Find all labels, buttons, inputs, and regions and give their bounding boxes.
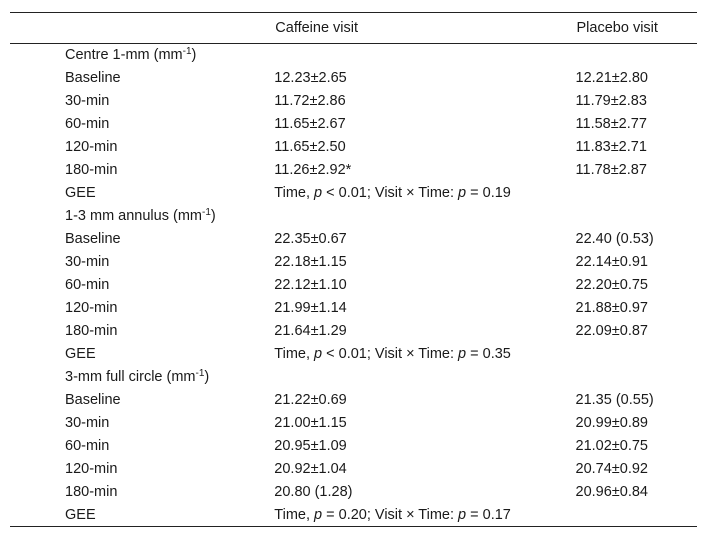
gee-result: Time, p < 0.01; Visit × Time: p = 0.35	[274, 346, 511, 362]
caffeine-value: 12.23±2.65	[274, 70, 347, 86]
row-label: 180-min	[65, 323, 118, 339]
placebo-value: 21.35 (0.55)	[575, 392, 654, 408]
header-blank	[10, 13, 274, 44]
caffeine-value: 20.95±1.09	[274, 438, 347, 454]
placebo-value: 22.09±0.87	[575, 323, 648, 339]
row-label: 120-min	[65, 139, 118, 155]
section-header-row	[10, 205, 697, 228]
placebo-value: 11.79±2.83	[575, 93, 647, 109]
placebo-value: 21.88±0.97	[575, 300, 648, 316]
row-label: 30-min	[65, 93, 110, 109]
row-label: 180-min	[65, 484, 118, 500]
row-label: 120-min	[65, 461, 118, 477]
caffeine-value: 22.12±1.10	[274, 277, 347, 293]
caffeine-value: 20.92±1.04	[274, 461, 347, 477]
row-label: Baseline	[65, 70, 121, 86]
placebo-value: 21.02±0.75	[575, 438, 648, 454]
row-label: 30-min	[65, 254, 110, 270]
row-label: Baseline	[65, 231, 121, 247]
placebo-value: 12.21±2.80	[575, 70, 648, 86]
header-row	[10, 13, 697, 44]
table-row	[10, 412, 697, 435]
caffeine-value: 20.80 (1.28)	[274, 484, 353, 500]
gee-label: GEE	[65, 346, 96, 362]
gee-label: GEE	[10, 504, 274, 527]
table-row	[10, 389, 697, 412]
caffeine-value: 11.26±2.92*	[274, 162, 352, 178]
table-row	[10, 320, 697, 343]
placebo-value: 22.14±0.91	[575, 254, 648, 270]
row-label: Baseline	[65, 392, 121, 408]
caffeine-value: 22.18±1.15	[274, 254, 347, 270]
caffeine-value: 21.00±1.15	[274, 415, 347, 431]
placebo-value: 20.74±0.92	[575, 461, 648, 477]
gee-row	[10, 343, 697, 366]
gee-result: Time, p = 0.20; Visit × Time: p = 0.17	[274, 504, 697, 527]
caffeine-value: 22.35±0.67	[274, 231, 347, 247]
header-placebo-visit: Placebo visit	[576, 13, 697, 44]
row-label: 60-min	[65, 116, 110, 132]
results-table	[10, 12, 697, 527]
placebo-value: 22.40 (0.53)	[575, 231, 654, 247]
placebo-value: 20.99±0.89	[575, 415, 648, 431]
caffeine-value: 11.65±2.67	[274, 116, 346, 132]
row-label: 30-min	[65, 415, 110, 431]
placebo-value: 11.83±2.71	[575, 139, 647, 155]
section-title: Centre 1-mm $(mm^{-1})$	[65, 46, 197, 64]
gee-row	[10, 504, 697, 527]
section-header-row	[10, 366, 697, 389]
caffeine-value: 11.65±2.50	[274, 139, 346, 155]
table-row	[10, 458, 697, 481]
table-row	[10, 159, 697, 182]
caffeine-value: 21.22±0.69	[274, 392, 347, 408]
row-label: 60-min	[65, 277, 110, 293]
table-row	[10, 136, 697, 159]
table-row	[10, 67, 697, 90]
placebo-value: 22.20±0.75	[575, 277, 648, 293]
table-row	[10, 481, 697, 504]
table-row	[10, 228, 697, 251]
placebo-value: 11.78±2.87	[575, 162, 647, 178]
section-header-row	[10, 44, 697, 67]
table-row	[10, 90, 697, 113]
section-title: 1-3 mm annulus $(mm^{-1})$	[65, 207, 216, 224]
gee-result: Time, p < 0.01; Visit × Time: p = 0.19	[274, 185, 511, 201]
table-row	[10, 435, 697, 458]
row-label: 120-min	[65, 300, 118, 316]
gee-label: GEE	[65, 185, 96, 201]
table-row	[10, 251, 697, 274]
placebo-value: 11.58±2.77	[575, 116, 647, 132]
caffeine-value: 21.99±1.14	[274, 300, 347, 316]
caffeine-value: 21.64±1.29	[274, 323, 347, 339]
results-table-container	[10, 12, 697, 527]
row-label: 60-min	[65, 438, 110, 454]
row-label: 180-min	[65, 162, 118, 178]
header-caffeine-visit: Caffeine visit	[274, 13, 575, 44]
table-row	[10, 297, 697, 320]
caffeine-value: 11.72±2.86	[274, 93, 346, 109]
placebo-value: 20.96±0.84	[575, 484, 648, 500]
table-row	[10, 274, 697, 297]
table-body	[10, 44, 697, 527]
table-row	[10, 113, 697, 136]
gee-row	[10, 182, 697, 205]
section-title: 3-mm full circle $(mm^{-1})$	[65, 368, 210, 385]
